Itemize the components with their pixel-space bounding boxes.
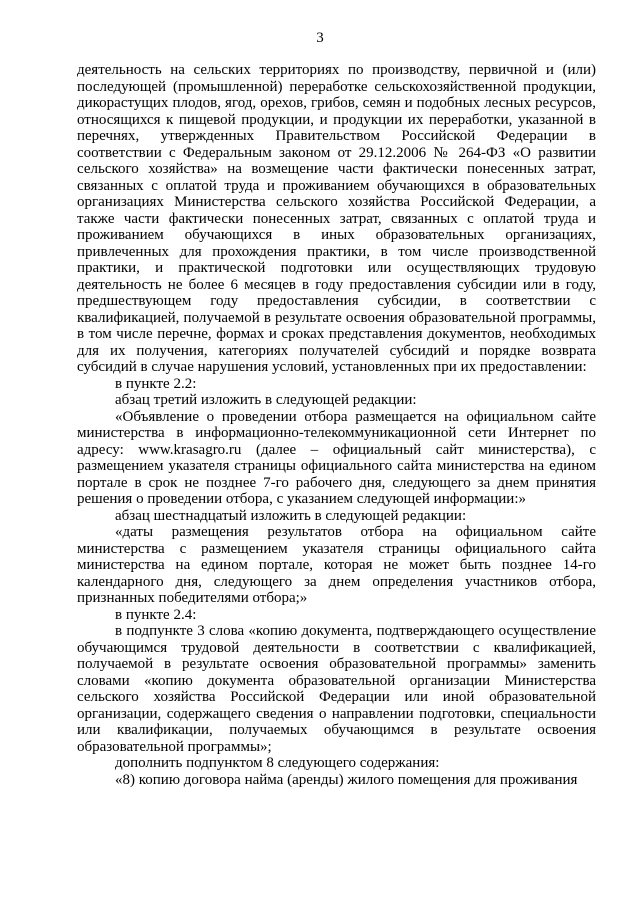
paragraph-continuation: деятельность на сельских территориях по производству, первичной и (или) последующей (промышленной) переработке сельскохозяйственной продукции, дикорастущих плодов, ягод, орехов, грибов, семян и подобных лесных ресурсов, относящихся к пищевой продукции, и продукции их переработки, указанной в перечнях, утвержденных Правительством Российской Федерации в соответствии с Федеральным законом от 29.12.2006 № 264-ФЗ «О развитии сельского хозяйства» на возмещение части фактически понесенных затрат, связанных с оплатой труда и проживанием обучающихся в образовательных организациях Министерства сельского хозяйства Российской Федерации, а также части фактически понесенных затрат, связанных с оплатой труда и проживанием обучающихся в иных образовательных организациях, привлеченных для прохождения практики, в том числе производственной практики, и практической подготовки или осуществляющих трудовую деятельность не более 6 месяцев в году предоставления субсидии или в году, предшествующем году предоставления субсидии, в соответствии с квалификацией, получаемой в результате освоения образовательной программы, в том числе перечне, формах и сроках представления документов, необходимых для их получения, категориях получателей субсидий и порядке возврата субсидий в случае нарушения условий, установленных при их предоставлении: <box>77 62 596 375</box>
document-body <box>77 62 596 788</box>
paragraph-sixteenth-abzac-heading: абзац шестнадцатый изложить в следующей редакции: <box>115 507 467 524</box>
paragraph-clause-2-4: в пункте 2.4: <box>115 606 197 623</box>
paragraph-selection-announcement: «Объявление о проведении отбора размещается на официальном сайте министерства в информационно-телекоммуникационной сети Интернет по адресу: www.krasagro.ru (далее – официальный сайт министерства), с размещением указателя страницы официального сайта министерства на едином портале в срок не позднее 7-го рабочего дня, следующего за днем принятия решения о проведении отбора, с указанием следующей информации:» <box>77 408 596 507</box>
paragraph-add-subclause-8: дополнить подпунктом 8 следующего содержания: <box>115 755 440 771</box>
paragraph-third-abzac-heading: абзац третий изложить в следующей редакции: <box>115 392 417 408</box>
paragraph-subclause-8-text: «8) копию договора найма (аренды) жилого помещения для проживания <box>115 771 578 788</box>
page-number: 3 <box>316 30 324 46</box>
paragraph-clause-2-2: в пункте 2.2: <box>115 375 197 392</box>
paragraph-subclause-3-amendment: в подпункте 3 слова «копию документа, подтверждающего осуществление обучающимся трудовой деятельности в соответствии с квалификацией, получаемой в результате освоения образовательной программы» заменить словами «копию документа образовательной организации Министерства сельского хозяйства Российской Федерации или иной образовательной организации, содержащего сведения о направлении подготовки, специальности или квалификации, получаемых обучающимся в результате освоения образовательной программы»; <box>77 623 596 755</box>
paragraph-results-dates: «даты размещения результатов отбора на официальном сайте министерства с размещением указателя страницы официального сайта министерства на едином портале, которая не может быть позднее 14-го календарного дня, следующего за днем определения участников отбора, признанных победителями отбора;» <box>77 524 596 606</box>
